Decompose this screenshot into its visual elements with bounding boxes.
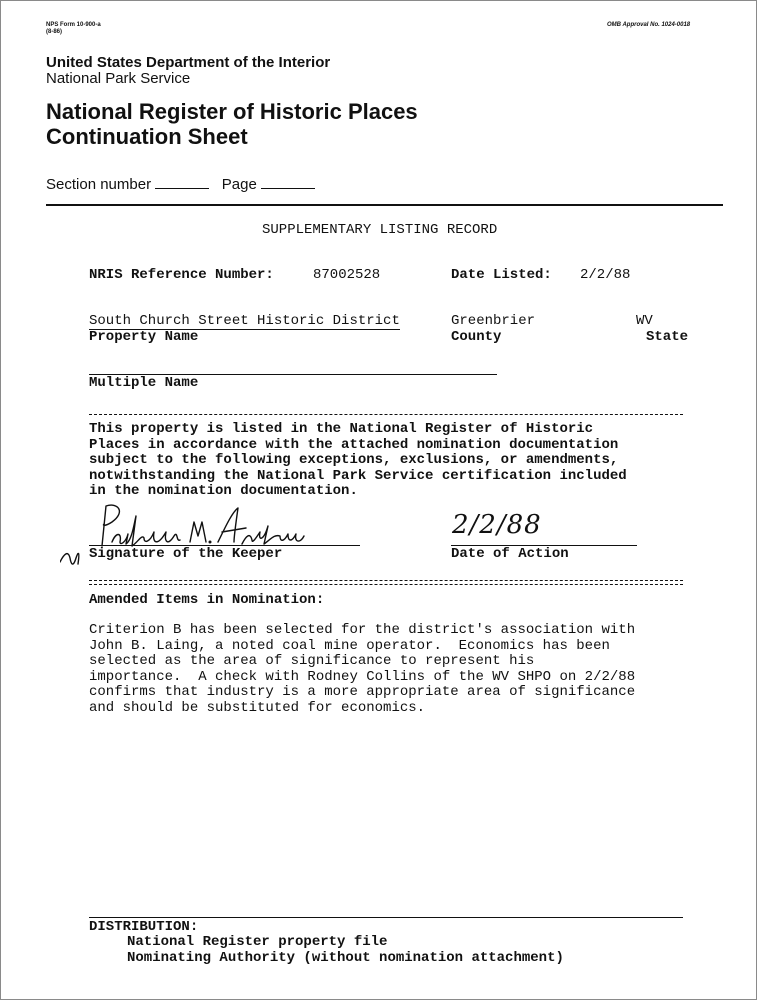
section-number-label: Section number xyxy=(46,176,152,193)
multiple-name-label: Multiple Name xyxy=(89,375,199,391)
section-page-line xyxy=(46,176,315,193)
county-value: Greenbrier xyxy=(451,313,536,329)
dashed-divider xyxy=(89,414,683,415)
amended-items-heading: Amended Items in Nomination: xyxy=(89,592,325,608)
state-value: WV xyxy=(636,313,653,329)
page-subtitle: Continuation Sheet xyxy=(46,124,248,149)
handwritten-date: 2/2/88 xyxy=(452,510,542,540)
certification-text: This property is listed in the National Register of Historic Places in accordance with the attached nomination documentation subject to the following exceptions, exclusions, or amendments, notwithstanding the National Park Service certification included in the nomination documentation. xyxy=(89,421,627,499)
date-of-action-label: Date of Action xyxy=(451,546,569,562)
nris-label: NRIS Reference Number: xyxy=(89,267,274,283)
service-name: National Park Service xyxy=(46,70,191,87)
county-label: County xyxy=(451,329,502,345)
page-label: Page xyxy=(221,176,257,193)
section-number-blank xyxy=(155,176,209,189)
distribution-heading: DISTRIBUTION: xyxy=(89,919,199,935)
date-listed-label: Date Listed: xyxy=(451,267,552,283)
state-label: State xyxy=(646,329,689,345)
nris-value: 87002528 xyxy=(313,267,381,283)
page-title: National Register of Historic Places xyxy=(46,99,418,124)
record-heading: SUPPLEMENTARY LISTING RECORD xyxy=(262,222,498,238)
distribution-rule xyxy=(89,917,683,918)
date-listed-value: 2/2/88 xyxy=(580,267,631,283)
signature-label: Signature of the Keeper xyxy=(89,546,283,562)
double-dashed-divider xyxy=(89,580,683,585)
distribution-item: Nominating Authority (without nomination attachment) xyxy=(127,950,564,966)
page-blank xyxy=(261,176,315,189)
property-name-value: South Church Street Historic District xyxy=(89,313,400,329)
header-rule xyxy=(46,204,723,206)
distribution-item: National Register property file xyxy=(127,934,388,950)
amended-items-text: Criterion B has been selected for the district's association with John B. Laing, a noted coal mine operator. Economics has been selected as the area of significance to represent his importance. A check with Rodney Collins of the WV SHPO on 2/2/88 confirms that industry is a more appropriate area of significance and should be substituted for economics. xyxy=(89,622,636,716)
department-name: United States Department of the Interior xyxy=(46,54,331,71)
property-name-label: Property Name xyxy=(89,329,199,345)
keeper-signature xyxy=(60,502,360,582)
omb-approval: OMB Approval No. 1024-0018 xyxy=(607,22,691,28)
form-number: NPS Form 10-900-a (8-86) xyxy=(46,22,101,35)
